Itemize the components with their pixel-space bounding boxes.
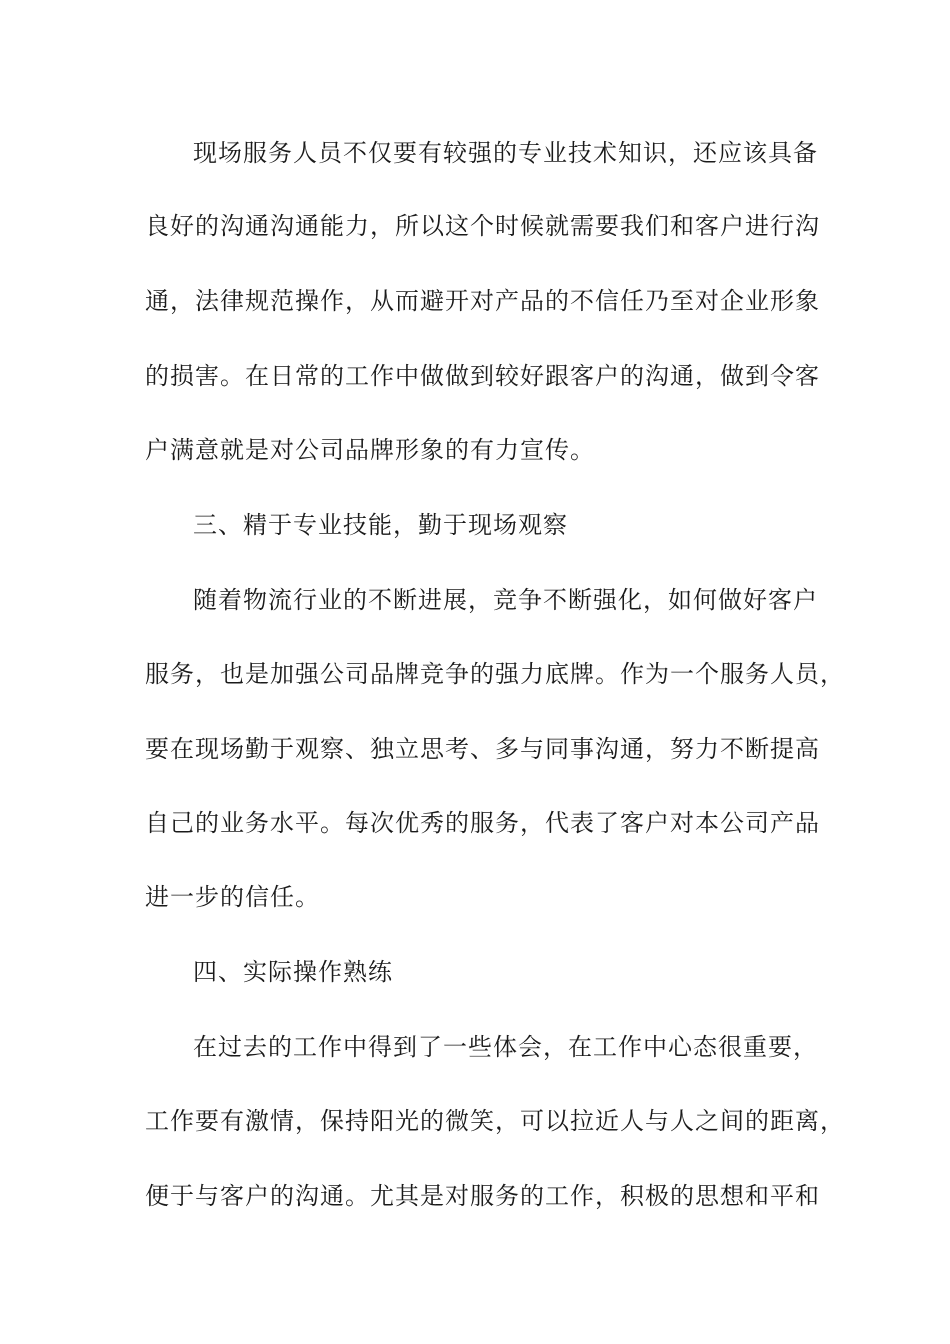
paragraph-line: 在过去的工作中得到了一些体会，在工作中心态很重要， — [193, 1033, 818, 1061]
paragraph-line: 工作要有激情，保持阳光的微笑，可以拉近人与人之间的距离， — [145, 1107, 845, 1135]
paragraph-line: 随着物流行业的不断进展，竞争不断强化，如何做好客户 — [193, 586, 818, 614]
paragraph-line: 进一步的信任。 — [145, 883, 320, 911]
paragraph-line: 自己的业务水平。每次优秀的服务，代表了客户对本公司产品 — [145, 809, 820, 837]
paragraph-line: 服务，也是加强公司品牌竞争的强力底牌。作为一个服务人员， — [145, 660, 845, 688]
paragraph-line: 的损害。在日常的工作中做做到较好跟客户的沟通，做到令客 — [145, 362, 820, 390]
paragraph-line: 户满意就是对公司品牌形象的有力宣传。 — [145, 436, 595, 464]
paragraph-line: 通，法律规范操作，从而避开对产品的不信任乃至对企业形象 — [145, 287, 820, 315]
paragraph-line: 要在现场勤于观察、独立思考、多与同事沟通，努力不断提高 — [145, 735, 820, 763]
paragraph-line: 现场服务人员不仅要有较强的专业技术知识，还应该具备 — [193, 139, 818, 167]
paragraph-line: 便于与客户的沟通。尤其是对服务的工作，积极的思想和平和 — [145, 1182, 820, 1210]
section-heading: 三、精于专业技能，勤于现场观察 — [193, 511, 568, 539]
section-heading: 四、实际操作熟练 — [193, 958, 393, 986]
paragraph-line: 良好的沟通沟通能力，所以这个时候就需要我们和客户进行沟 — [145, 212, 820, 240]
